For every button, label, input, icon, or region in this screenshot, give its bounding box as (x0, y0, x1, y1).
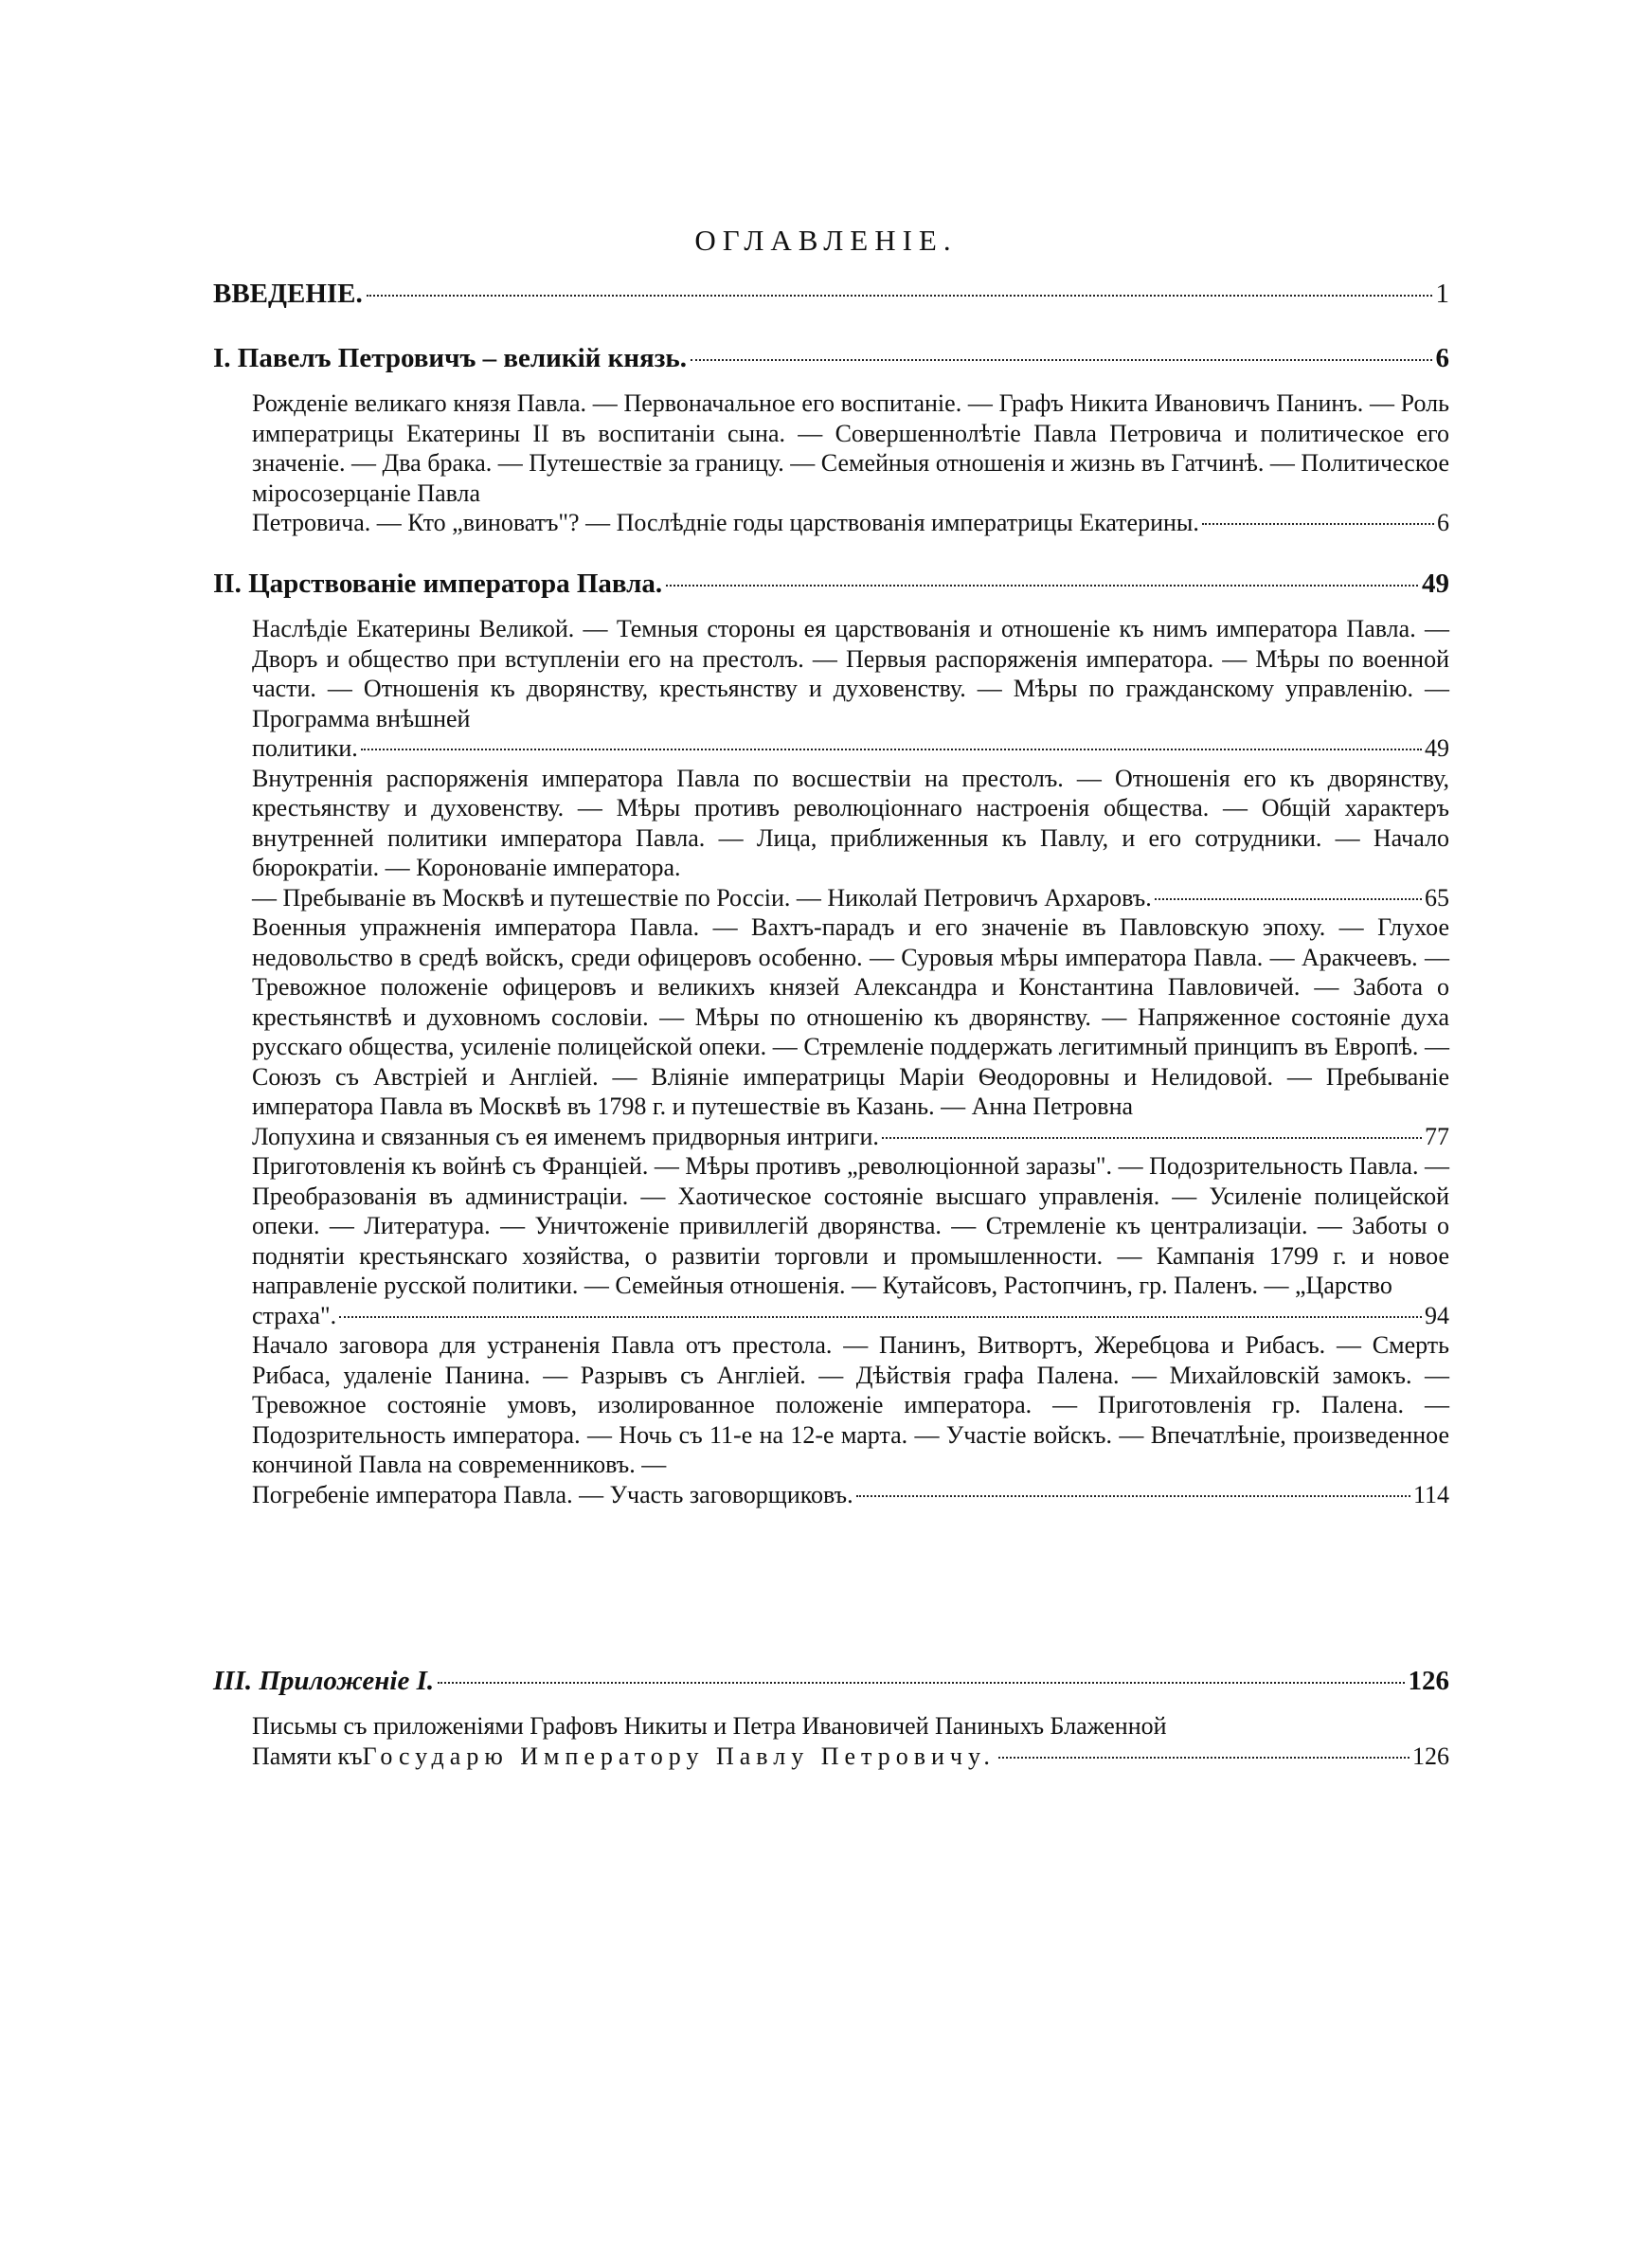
toc-summary-part3 (252, 1711, 1449, 1771)
summary-tail-b: Государю Императору Павлу Петровичу. (362, 1742, 996, 1770)
summary-text: Письмы съ приложеніями Графовъ Никиты и Петра Ивановичей Паниныхъ Блаженной (252, 1712, 1167, 1740)
toc-entry-part2[interactable] (213, 567, 1449, 601)
summary-tail-line (252, 1301, 1449, 1331)
summary-tail-line (252, 883, 1449, 913)
page-title: ОГЛАВЛЕНІЕ. (694, 224, 958, 257)
toc-summary-part2 (252, 614, 1449, 1509)
summary-tail-line (252, 733, 1449, 764)
toc-summary-part1 (252, 388, 1449, 538)
dot-leader (856, 1495, 1410, 1497)
summary-tail-line (252, 508, 1449, 538)
toc-entry-part3[interactable] (213, 1664, 1449, 1698)
summary-tail: Лопухина и связанныя съ ея именемъ придворныя интриги. (252, 1122, 879, 1150)
summary-tail-line (252, 1742, 1449, 1772)
dot-leader (666, 585, 1418, 587)
summary-page: 77 (1425, 1122, 1449, 1150)
toc-entry-label: I. Павелъ Петровичъ – великій князь. (213, 343, 687, 373)
summary-tail: Петровича. — Кто „виноватъ"? — Послѣдніе годы царствованія императрицы Екатерины. (252, 509, 1199, 536)
dot-leader (882, 1137, 1422, 1139)
toc-entry-label: ВВЕДЕНІЕ. (213, 279, 363, 309)
dot-leader (998, 1757, 1410, 1759)
toc-entry-intro[interactable] (213, 277, 1449, 311)
summary-page: 65 (1425, 883, 1449, 912)
toc-entry-page: 126 (1408, 1666, 1449, 1696)
toc-entry-label: II. Царствованіе императора Павла. (213, 569, 663, 599)
dot-leader (367, 295, 1432, 297)
dot-leader (1155, 898, 1422, 900)
summary-page: 126 (1412, 1742, 1449, 1770)
summary-text: Военныя упражненія императора Павла. — Вахтъ-парадъ и его значеніе въ Павловскую эпоху. — Глухое недовольство в средѣ войскъ, среди офицеровъ особенно. — Суровыя мѣры императора Павла. — Аракчеевъ. — Тревожное положеніе офицеровъ и великихъ князей Александра и Константина Павловичей. — Забота о крестьянствѣ и духовномъ сословіи. — Мѣры по отношенію къ дворянству. — Напряженное состояніе духа русскаго общества, усиленіе полицейской опеки. — Стремленіе поддержать легитимный принципъ въ Европѣ. — Союзъ съ Австріей и Англіей. — Вліяніе императрицы Маріи Ѳеодоровны и Нелидовой. — Пребываніе императора Павла въ Москвѣ въ 1798 г. и путешествіе въ Казань. — Анна Петровна (252, 913, 1449, 1120)
dot-leader (361, 749, 1422, 750)
summary-tail: Погребеніе императора Павла. — Участь заговорщиковъ. (252, 1480, 853, 1508)
dot-leader (691, 359, 1432, 361)
summary-tail: политики. (252, 734, 358, 762)
summary-tail-line (252, 1122, 1449, 1152)
toc-entry-label: III. Приложеніе I. (213, 1666, 435, 1696)
dot-leader (438, 1682, 1404, 1684)
summary-tail-line (252, 1480, 1449, 1510)
toc-entry-part1[interactable] (213, 341, 1449, 375)
summary-tail: страха". (252, 1301, 337, 1329)
summary-tail: — Пребываніе въ Москвѣ и путешествіе по Россіи. — Николай Петровичъ Архаровъ. (252, 883, 1152, 912)
summary-page: 114 (1412, 1480, 1449, 1508)
summary-text: Рожденіе великаго князя Павла. — Первоначальное его воспитаніе. — Графъ Никита Ивановичъ Панинъ. — Роль императрицы Екатерины II въ воспитаніи сына. — Совершеннолѣтіе Павла Петровича и политическое его значеніе. — Два брака. — Путешествіе за границу. — Семейныя отношенія и жизнь въ Гатчинѣ. — Политическое міросозерцаніе Павла (252, 389, 1449, 507)
summary-page: 6 (1437, 509, 1449, 536)
summary-text: Начало заговора для устраненія Павла отъ престола. — Панинъ, Витвортъ, Жеребцова и Рибасъ. — Смерть Рибаса, удаленіе Панина. — Разрывъ съ Англіей. — Дѣйствія графа Палена. — Михайловскій замокъ. — Тревожное состояніе умовъ, изолированное положеніе императора. — Приготовленія гр. Палена. — Подозрительность императора. — Ночь съ 11-е на 12-е марта. — Участіе войскъ. — Впечатлѣніе, произведенное кончиной Павла на современниковъ. — (252, 1331, 1449, 1478)
summary-text: Приготовленія къ войнѣ съ Франціей. — Мѣры противъ „революціонной заразы". — Подозрительность Павла. — Преобразованія въ администраціи. — Хаотическое состояніе высшаго управленія. — Усиленіе полицейской опеки. — Литература. — Уничтоженіе привиллегій дворянства. — Стремленіе къ централизаціи. — Заботы о поднятіи крестьянскаго хозяйства, о развитіи торговли и промышленности. — Кампанія 1799 г. и новое направленіе русской политики. — Семейныя отношенія. — Кутайсовъ, Растопчинъ, гр. Паленъ. — „Царство (252, 1152, 1449, 1299)
summary-page: 94 (1425, 1301, 1449, 1329)
summary-text: Внутреннія распоряженія императора Павла по восшествіи на престолъ. — Отношенія его къ дворянству, крестьянству и духовенству. — Мѣры противъ революціоннаго настроенія общества. — Общій характеръ внутренней политики императора Павла. — Лица, приближенныя къ Павлу, и его сотрудники. — Начало бюрократіи. — Коронованіе императора. (252, 764, 1449, 881)
summary-page: 49 (1425, 734, 1449, 762)
dot-leader (339, 1316, 1422, 1318)
dot-leader (1202, 523, 1434, 525)
summary-tail-a: Памяти къ (252, 1742, 363, 1770)
toc-entry-page: 6 (1435, 343, 1449, 373)
summary-text: Наслѣдіе Екатерины Великой. — Темныя стороны ея царствованія и отношеніе къ нимъ императора Павла. — Дворъ и общество при вступленіи его на престолъ. — Первыя распоряженія императора. — Мѣры по военной части. — Отношенія къ дворянству, крестьянству и духовенству. — Мѣры по гражданскому управленію. — Программа внѣшней (252, 615, 1449, 732)
toc-entry-page: 49 (1422, 569, 1449, 599)
toc-entry-page: 1 (1435, 279, 1449, 309)
